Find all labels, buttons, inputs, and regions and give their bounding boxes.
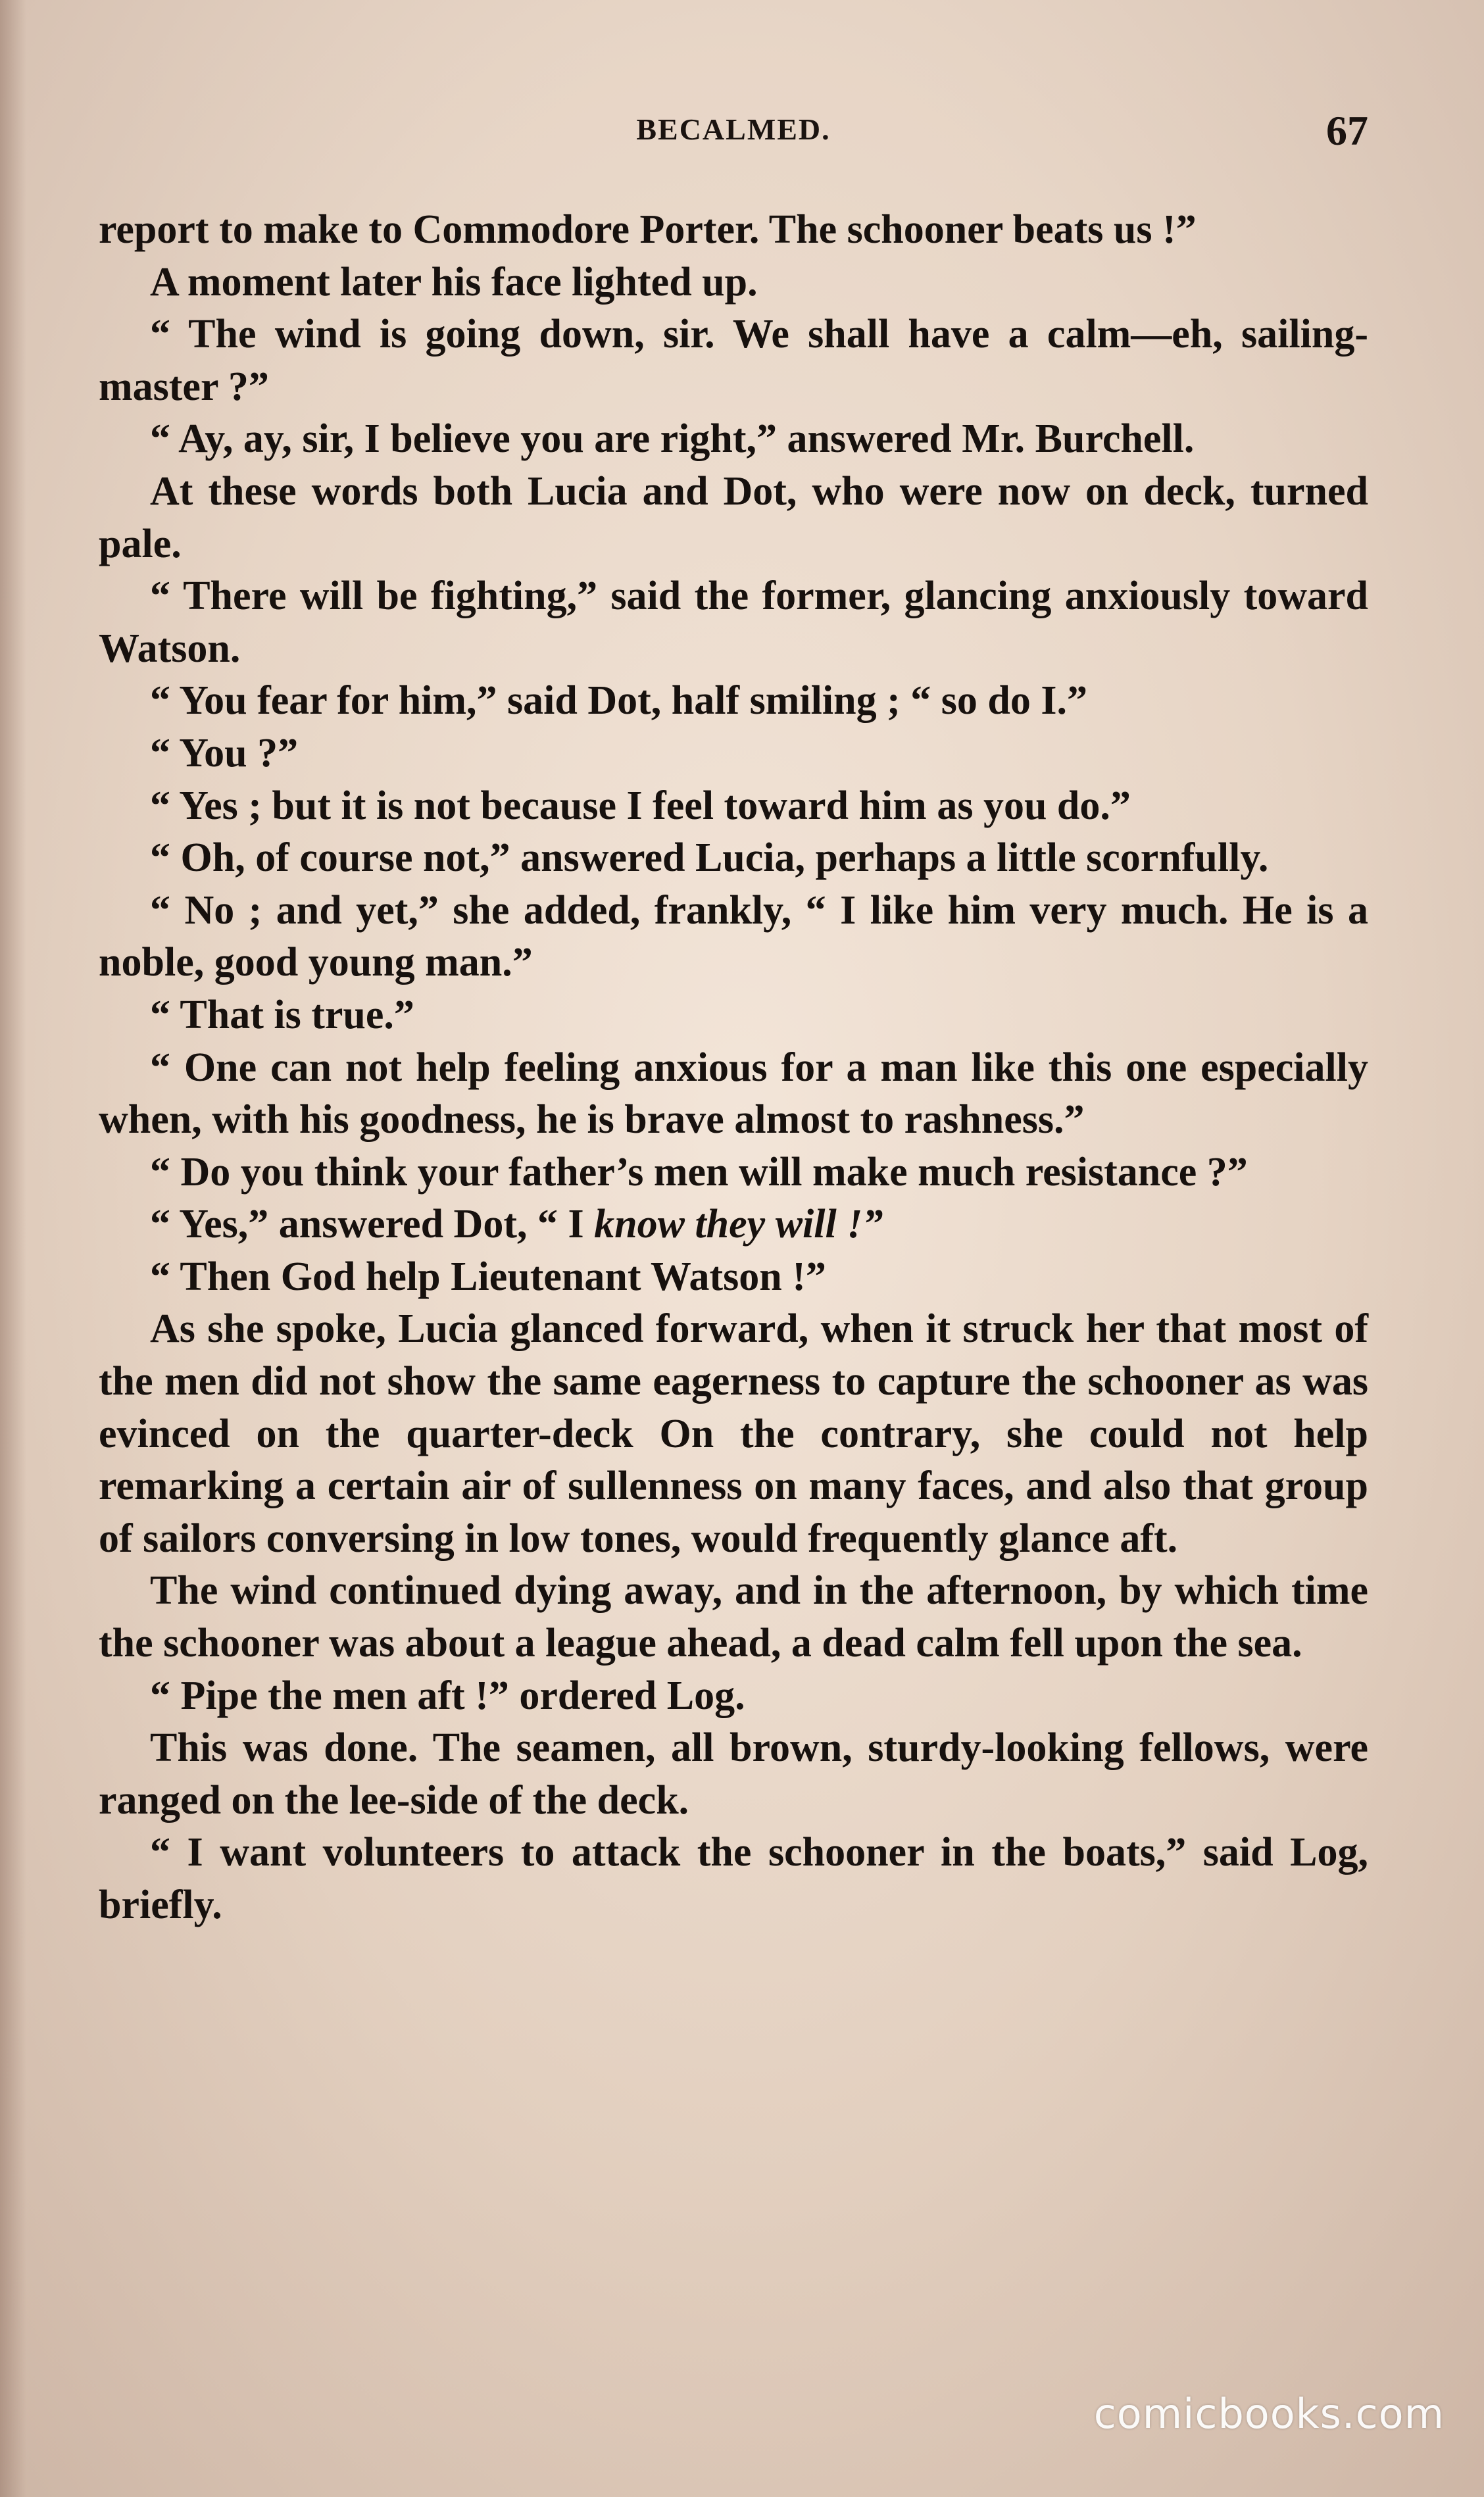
paragraph: “ Ay, ay, sir, I believe you are right,” answered Mr. Burchell.: [150, 416, 1195, 462]
paragraph: “ Yes ; but it is not because I feel toward him as you do.”: [150, 783, 1131, 828]
paragraph: “ Then God help Lieutenant Watson !”: [150, 1254, 826, 1299]
paragraph: “ The wind is going down, sir. We shall have a calm—eh, sailing-master ?”: [99, 312, 1368, 409]
paragraph: [99, 1199, 1368, 1251]
page-edge-shadow: [0, 0, 26, 2497]
paragraph: “ I want volunteers to attack the schooner in the boats,” said Log, briefly.: [99, 1830, 1368, 1927]
paragraph: A moment later his face lighted up.: [150, 259, 758, 305]
paragraph: “ No ; and yet,” she added, frankly, “ I like him very much. He is a noble, good young man.”: [99, 887, 1368, 985]
paragraph: This was done. The seamen, all brown, sturdy-looking fellows, were ranged on the lee-side of the deck.: [99, 1725, 1368, 1823]
paragraph: “ There will be fighting,” said the former, glancing anxiously toward Watson.: [99, 574, 1368, 671]
paragraph: “ That is true.”: [150, 992, 414, 1037]
watermark: comicbooks.com: [1093, 2390, 1445, 2438]
paragraph: “ One can not help feeling anxious for a man like this one especially when, with his goodness, he is brave almost to rashness.”: [99, 1045, 1368, 1143]
paragraph: “ Oh, of course not,” answered Lucia, perhaps a little scornfully.: [150, 835, 1269, 881]
paragraph: “ Pipe the men aft !” ordered Log.: [150, 1673, 745, 1718]
page-header: [99, 107, 1368, 171]
running-title: BECALMED.: [636, 112, 831, 146]
paragraph: The wind continued dying away, and in the afternoon, by which time the schooner was about a league ahead, a dead calm fell upon the sea.: [99, 1568, 1368, 1666]
body-text: [99, 204, 1368, 1932]
paragraph: As she spoke, Lucia glanced forward, when it struck her that most of the men did not show the same eagerness to capture the schooner as was evinced on the quarter-deck On the contrary, she could not help remarking a certain air of sullenness on many faces, and also that group of sailors conversing in low tones, would frequently glance aft.: [99, 1306, 1368, 1561]
paragraph: At these words both Lucia and Dot, who were now on deck, turned pale.: [99, 468, 1368, 566]
emphasized-text: know they will !”: [594, 1202, 883, 1247]
paragraph: report to make to Commodore Porter. The schooner beats us !”: [99, 207, 1197, 252]
paragraph: “ You fear for him,” said Dot, half smiling ; “ so do I.”: [150, 678, 1087, 724]
paragraph: “ Do you think your father’s men will make much resistance ?”: [150, 1149, 1248, 1195]
dialogue-text: “ Yes,” answered Dot, “ I: [150, 1202, 595, 1247]
page-number: 67: [1326, 107, 1368, 154]
paragraph: “ You ?”: [150, 730, 299, 776]
